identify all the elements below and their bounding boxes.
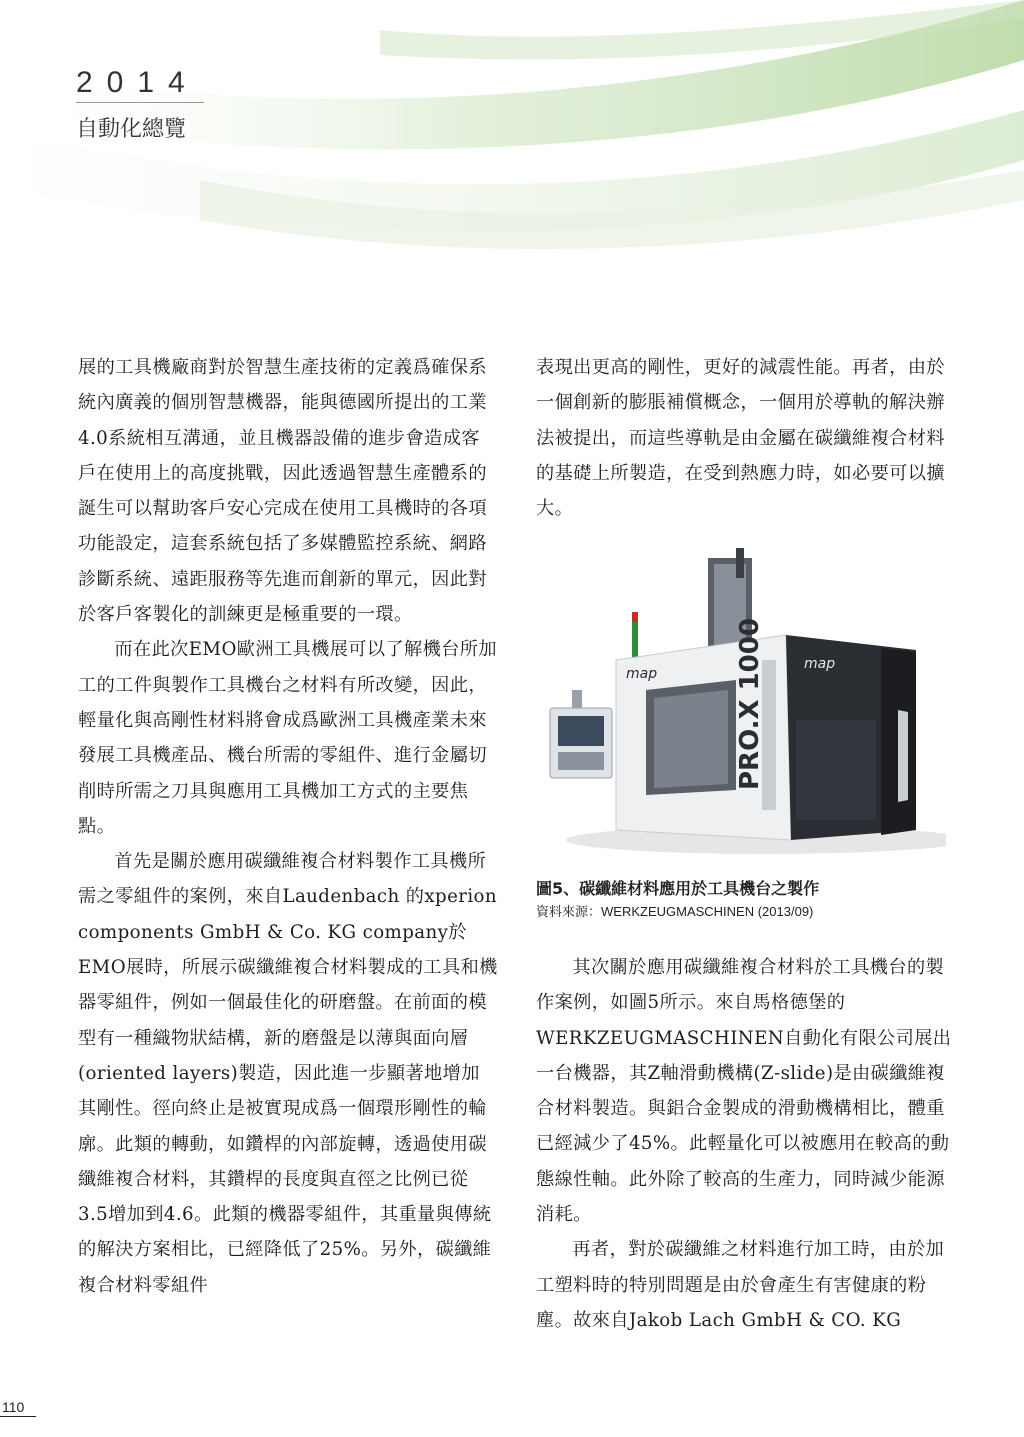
article-column-right-bottom [536,950,954,1338]
paragraph-4: 表現出更高的剛性，更好的減震性能。再者，由於一個創新的膨脹補償概念，一個用於導軌的解決辦法被提出，而這些導軌是由金屬在碳纖維複合材料的基礎上所製造，在受到熱應力時，如必要可以擴大。 [536,357,945,520]
paragraph-2: 而在此次EMO歐洲工具機展可以了解機台所加工的工件與製作工具機台之材料有所改變，因此，輕量化與高剛性材料將會成爲歐洲工具機產業未來發展工具機產品、機台所需的零組件、進行金屬切削時所需之刀具與應用工具機加工方式的主要焦點。 [78,639,497,837]
svg-text:map: map [804,656,836,672]
header-year: 2014 [76,66,199,99]
machine-brand-text: map [626,666,658,682]
paragraph-3: 首先是關於應用碳纖維複合材料製作工具機所需之零組件的案例，來自Laudenbach 的xperion components GmbH & Co. KG company於EMO展時，所展示碳纖維複合材料製成的工具和機器零組件，例如一個最佳化的研磨盤。在前面的模型有一種織物狀結構，新的磨盤是以薄與面向層(oriented layers)製造，因此進一步顯著地增加其剛性。徑向終止是被實現成爲一個環形剛性的輪廓。此類的轉動，如鑽桿的內部旋轉，透過使用碳纖維複合材料，其鑽桿的長度與直徑之比例已從3.5增加到4.6。此類的機器零組件，其重量與傳統的解決方案相比，已經降低了25%。另外，碳纖維複合材料零組件 [78,851,498,1296]
page-number-rule [0,1416,36,1417]
header-swoosh-decoration [0,0,1024,300]
machine-tool-image [536,540,946,862]
paragraph-5: 其次關於應用碳纖維複合材料於工具機台的製作案例，如圖5所示。來自馬格德堡的WERKZEUGMASCHINEN自動化有限公司展出一台機器，其Z軸滑動機構(Z-slide)是由碳纖維複合材料製造。與鋁合金製成的滑動機構相比，體重已經減少了45%。此輕量化可以被應用在較高的動態線性軸。此外除了較高的生產力，同時減少能源消耗。 [536,957,952,1226]
paragraph-6: 再者，對於碳纖維之材料進行加工時，由於加工塑料時的特別問題是由於會產生有害健康的粉塵。故來自Jakob Lach GmbH & CO. KG [536,1239,945,1331]
paragraph-1: 展的工具機廠商對於智慧生產技術的定義爲確保系統內廣義的個別智慧機器，能與德國所提出的工業4.0系統相互溝通，並且機器設備的進步會造成客戶在使用上的高度挑戰，因此透過智慧生產體系的誕生可以幫助客戶安心完成在使用工具機時的各項功能設定，這套系統包括了多媒體監控系統、網路診斷系統、遠距服務等先進而創新的單元，因此對於客戶客製化的訓練更是極重要的一環。 [78,357,487,626]
header-subtitle: 自動化總覽 [76,117,187,142]
header-rule [76,102,204,103]
figure-source: 資料來源：WERKZEUGMASCHINEN (2013/09) [536,904,814,919]
page-number: 110 [2,1399,25,1415]
machine-model-text: PRO.X 1000 [735,618,765,790]
article-column-left [78,350,498,1303]
figure-caption: 圖5、碳纖維材料應用於工具機台之製作 [536,879,820,898]
article-column-right-top [536,350,954,526]
